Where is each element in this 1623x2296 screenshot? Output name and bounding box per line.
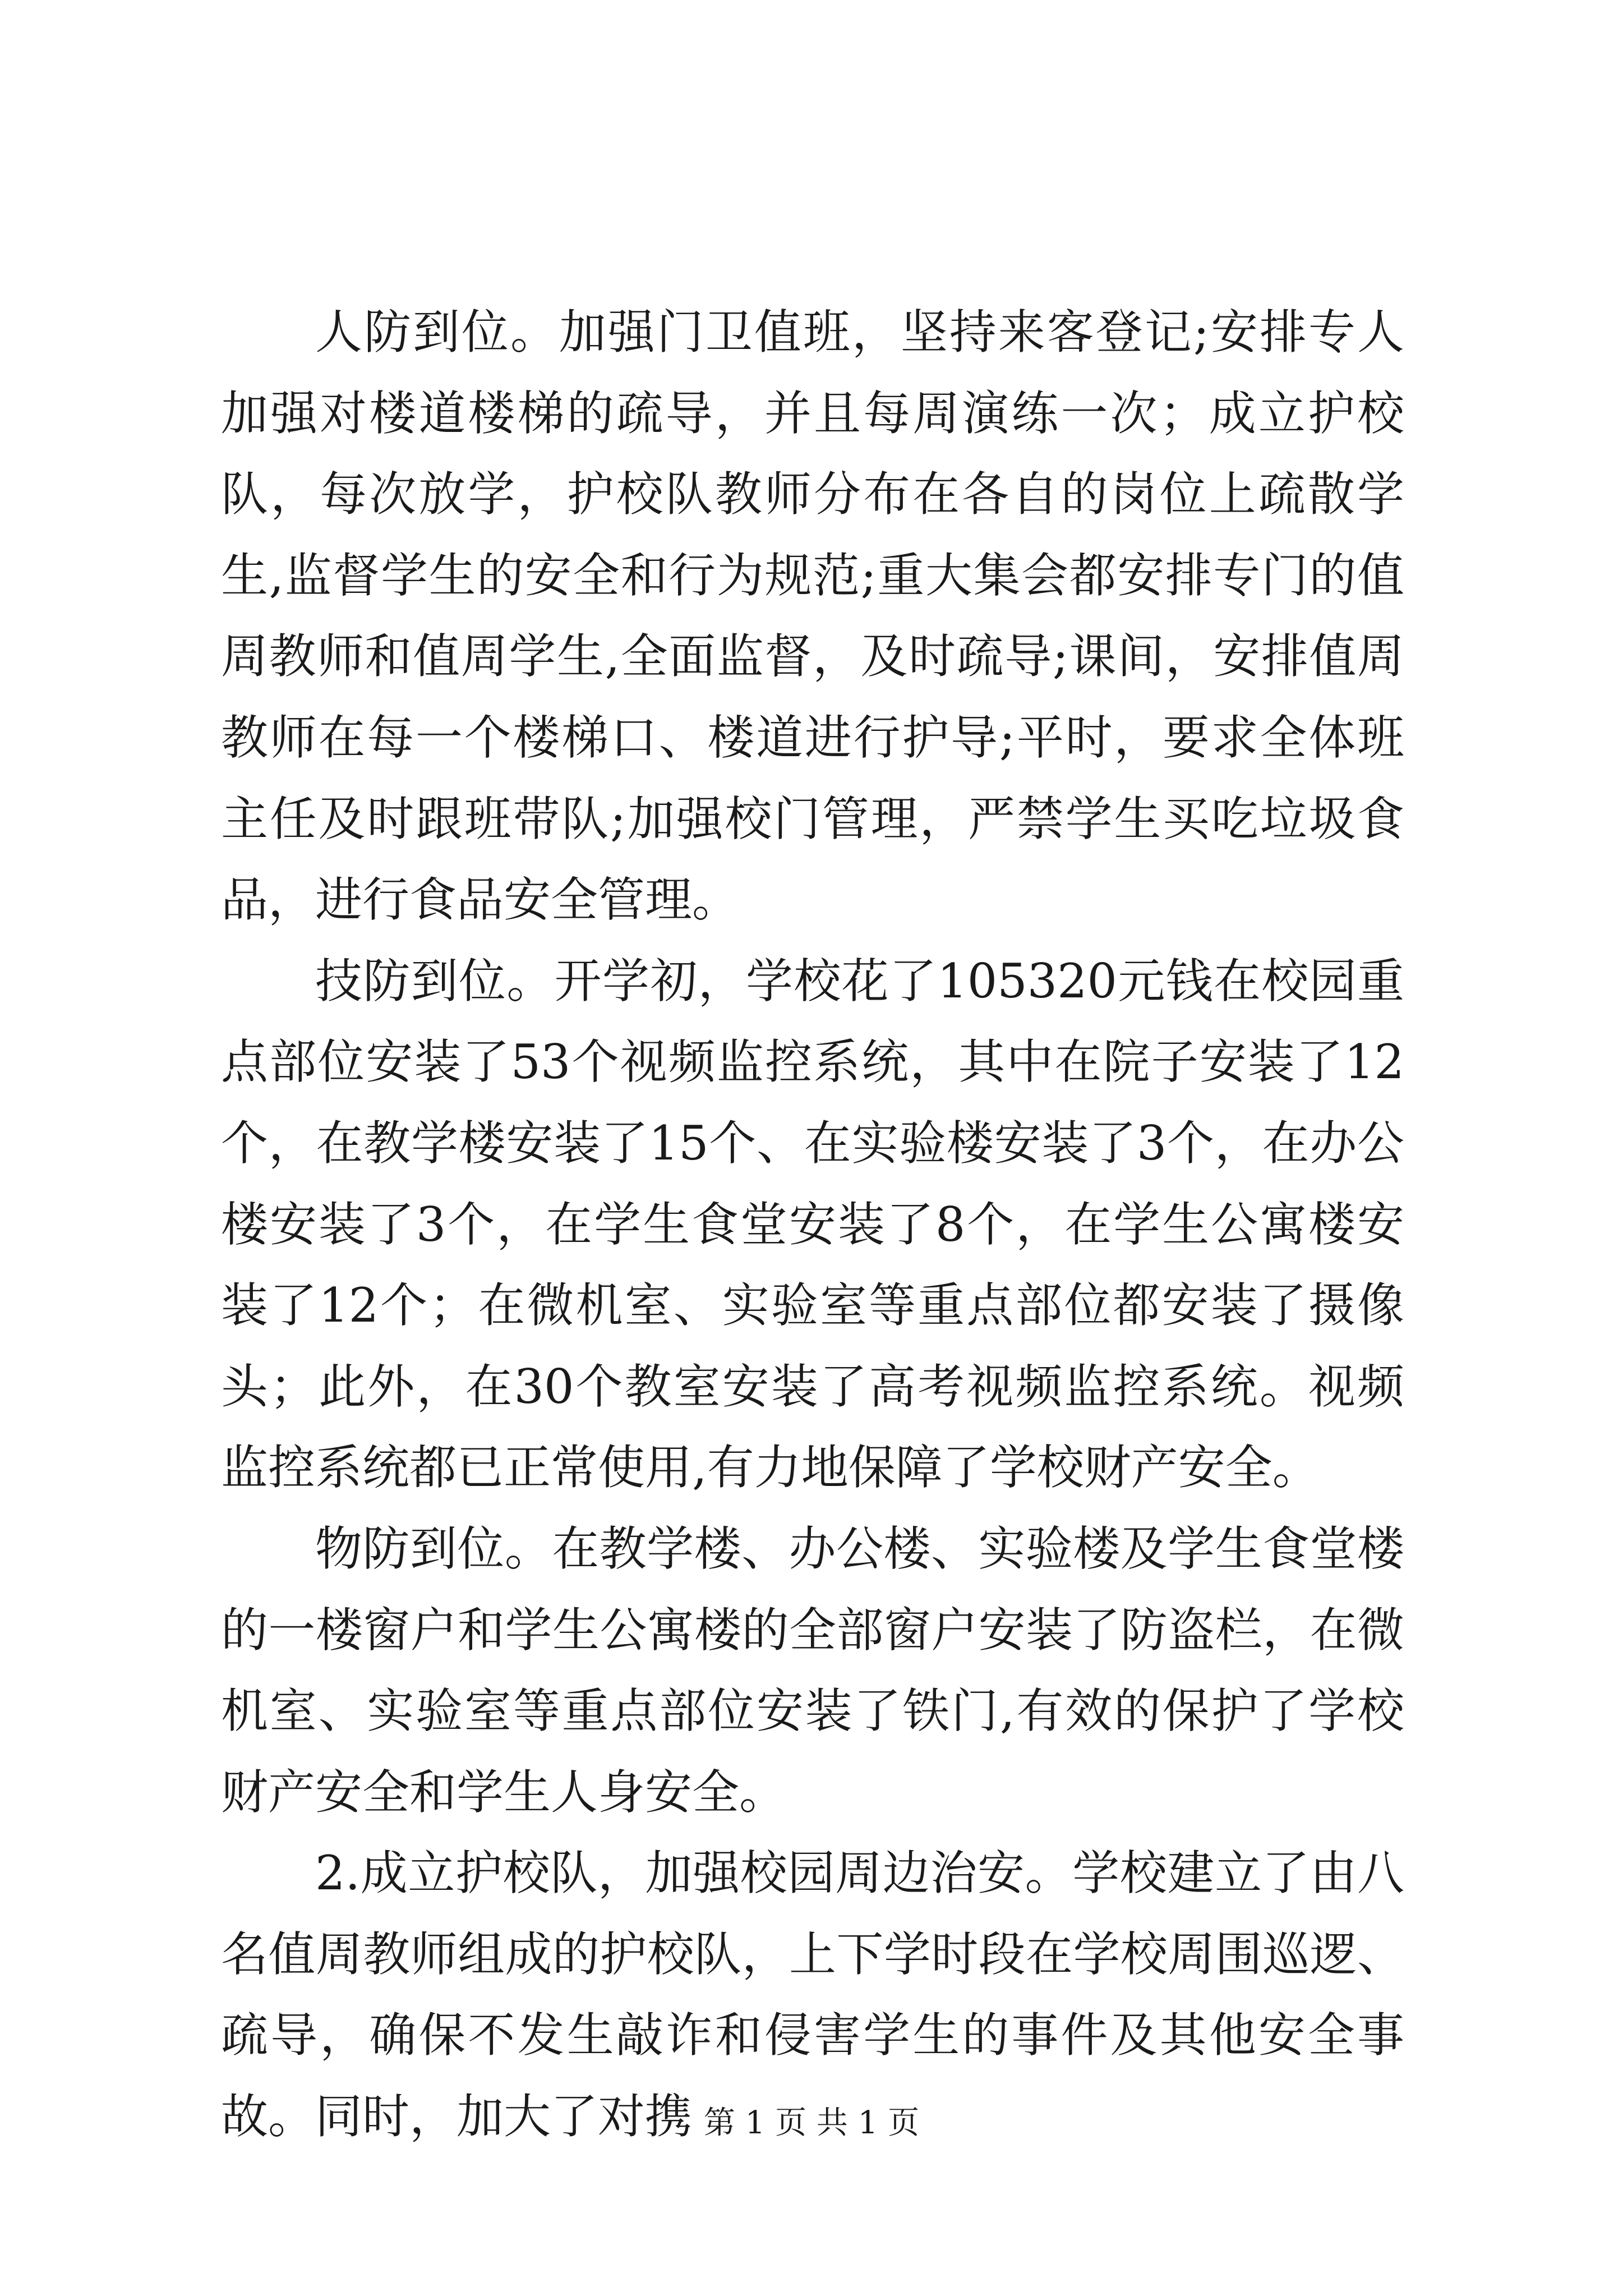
page-footer: 第 1 页 共 1 页 — [703, 2105, 920, 2141]
paragraph-physical-defense: 物防到位。在教学楼、办公楼、实验楼及学生食堂楼的一楼窗户和学生公寓楼的全部窗户安装了防盗栏，在微机室、实验室等重点部位安装了铁门,有效的保护了学校财产安全和学生人身安全。 — [221, 1521, 1404, 1820]
document-body — [221, 292, 1404, 2157]
paragraph-patrol-team: 2.成立护校队，加强校园周边治安。学校建立了由八名值周教师组成的护校队，上下学时段在学校周围巡逻、疏导，确保不发生敲诈和侵害学生的事件及其他安全事故。同时，加大了对携 — [221, 1846, 1404, 2145]
paragraph-civil-defense: 人防到位。加强门卫值班，坚持来客登记;安排专人加强对楼道楼梯的疏导，并且每周演练一次；成立护校队，每次放学，护校队教师分布在各自的岗位上疏散学生,监督学生的安全和行为规范;重大集会都安排专门的值周教师和值周学生,全面监督，及时疏导;课间，安排值周教师在每一个楼梯口、楼道进行护导;平时，要求全体班主任及时跟班带队;加强校门管理，严禁学生买吃垃圾食品，进行食品安全管理。 — [221, 305, 1404, 928]
paragraph-technical-defense: 技防到位。开学初，学校花了105320元钱在校园重点部位安装了53个视频监控系统，其中在院子安装了12个，在教学楼安装了15个、在实验楼安装了3个，在办公楼安装了3个，在学生食堂安装了8个，在学生公寓楼安装了12个；在微机室、实验室等重点部位都安装了摄像头；此外，在30个教室安装了高考视频监控系统。视频监控系统都已正常使用,有力地保障了学校财产安全。 — [221, 953, 1404, 1496]
